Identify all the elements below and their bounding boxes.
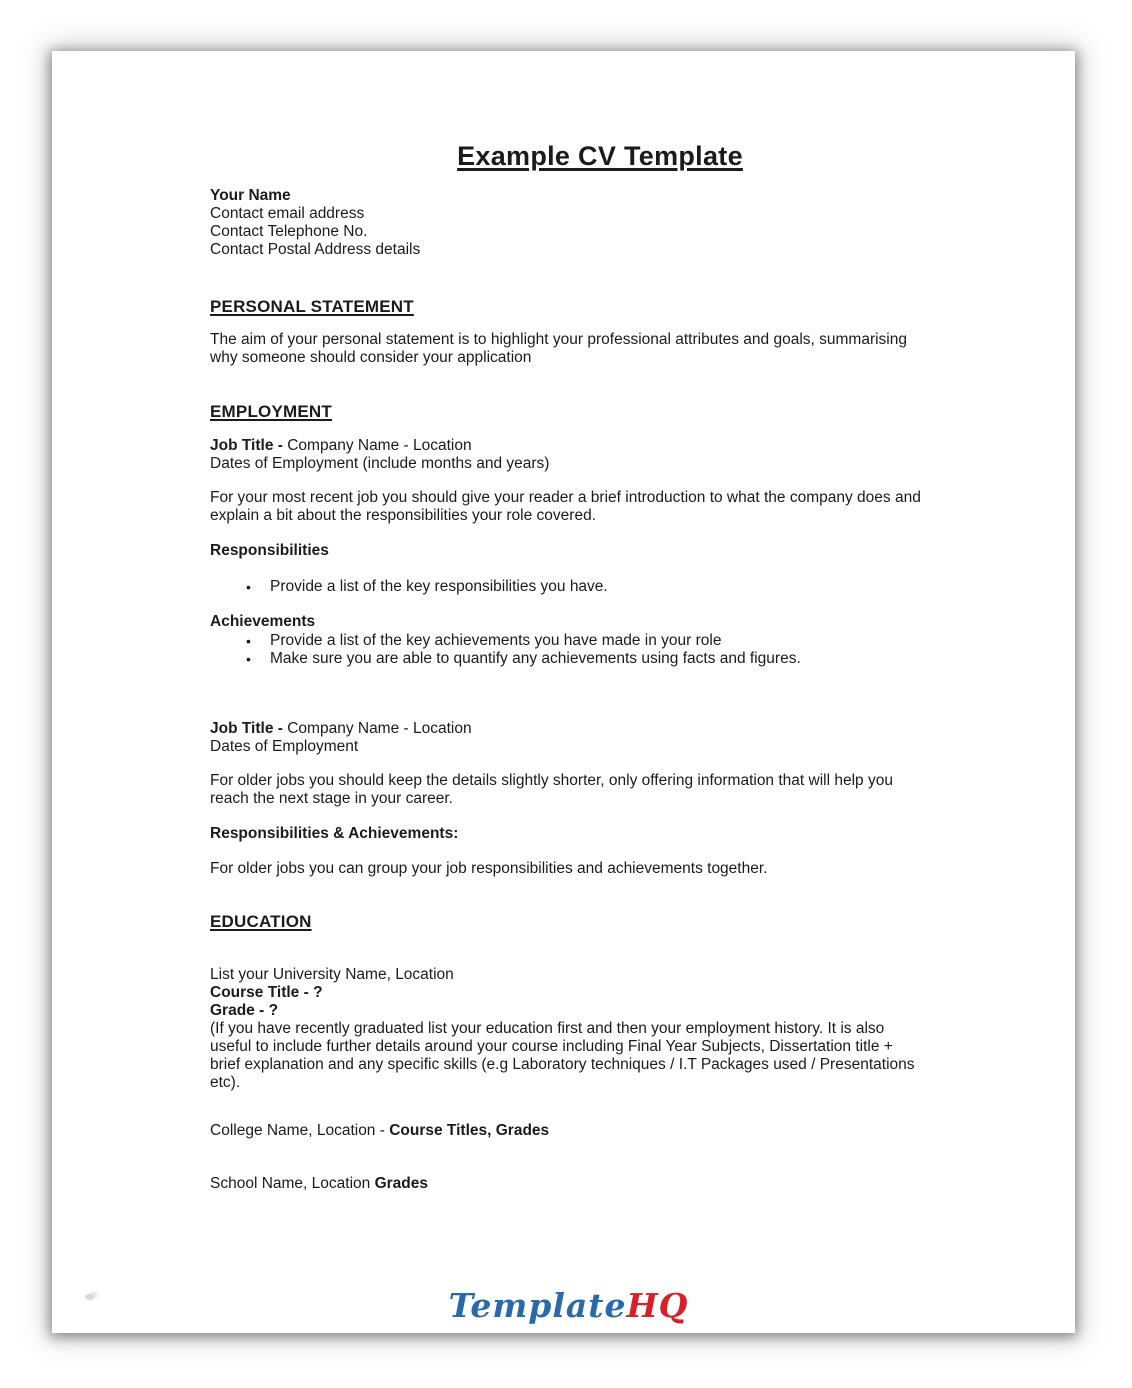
school-prefix: School Name, Location <box>210 1175 375 1192</box>
college-line <box>210 1122 927 1140</box>
job-recent-dates: Dates of Employment (include months and years) <box>210 455 550 472</box>
cv-document-page <box>52 51 1075 1333</box>
logo-template-text: Template <box>448 1286 627 1325</box>
achievement-item: Provide a list of the key achievements you have made in your role <box>270 632 722 649</box>
contact-block <box>210 187 927 259</box>
college-prefix: College Name, Location - <box>210 1122 390 1139</box>
bullet-icon: • <box>246 633 251 649</box>
job-recent-title-value: Company Name - Location <box>282 437 472 454</box>
job-recent-header <box>210 437 927 473</box>
school-line <box>210 1175 927 1193</box>
education-grade: Grade - ? <box>210 1002 279 1019</box>
responsibility-item: Provide a list of the key responsibilities you have. <box>270 578 608 595</box>
education-course-title: Course Title - ? <box>210 984 323 1001</box>
responsibilities-achievements-body: For older jobs you can group your job responsibilities and achievements together. <box>210 860 768 877</box>
contact-name: Your Name <box>210 187 291 204</box>
bullet-icon: • <box>246 579 251 595</box>
templatehq-logo <box>210 1288 927 1324</box>
job-older-title-line <box>210 720 927 738</box>
heading-education: EDUCATION <box>210 912 312 931</box>
contact-email: Contact email address <box>210 205 365 222</box>
job-older-title-label: Job Title - <box>210 720 283 737</box>
job-older-title-value: Company Name - Location <box>282 720 472 737</box>
achievements-list <box>210 632 927 668</box>
job-recent-intro: For your most recent job you should give your reader a brief introduction to what the company does and explain a bit about the responsibilities your role covered. <box>210 489 921 524</box>
job-recent-title-line <box>210 437 927 455</box>
heading-employment: EMPLOYMENT <box>210 402 332 421</box>
page-title: Example CV Template <box>457 141 743 171</box>
contact-phone: Contact Telephone No. <box>210 223 368 240</box>
college-course-grades: Course Titles, Grades <box>389 1122 550 1139</box>
heading-achievements: Achievements <box>210 613 316 630</box>
logo-hq-text: HQ <box>626 1286 689 1325</box>
job-older-header <box>210 720 927 756</box>
personal-statement-body: The aim of your personal statement is to highlight your professional attributes and goals, summarising why someone should consider your application <box>210 331 907 366</box>
list-item <box>210 578 927 596</box>
school-grades: Grades <box>374 1175 428 1192</box>
education-university: List your University Name, Location <box>210 966 454 983</box>
job-older-intro: For older jobs you should keep the details slightly shorter, only offering information that will help you reach the next stage in your career. <box>210 772 893 807</box>
heading-responsibilities-achievements: Responsibilities & Achievements: <box>210 825 459 842</box>
list-item <box>210 650 927 668</box>
bullet-icon: • <box>246 651 251 667</box>
education-note: (If you have recently graduated list your education first and then your employment history. It is also useful to include further details around your course including Final Year Subjects, Dissertation title + brief explanation and any specific skills (e.g Laboratory techniques / I.T Packages used / Presentations etc). <box>210 1020 915 1091</box>
job-older-dates: Dates of Employment <box>210 738 359 755</box>
scan-artifact <box>85 1294 94 1300</box>
achievement-item: Make sure you are able to quantify any achievements using facts and figures. <box>270 650 801 667</box>
heading-responsibilities: Responsibilities <box>210 542 329 559</box>
list-item <box>210 632 927 650</box>
heading-personal-statement: PERSONAL STATEMENT <box>210 297 414 316</box>
contact-address: Contact Postal Address details <box>210 241 421 258</box>
job-recent-title-label: Job Title - <box>210 437 283 454</box>
education-block <box>210 966 927 1092</box>
